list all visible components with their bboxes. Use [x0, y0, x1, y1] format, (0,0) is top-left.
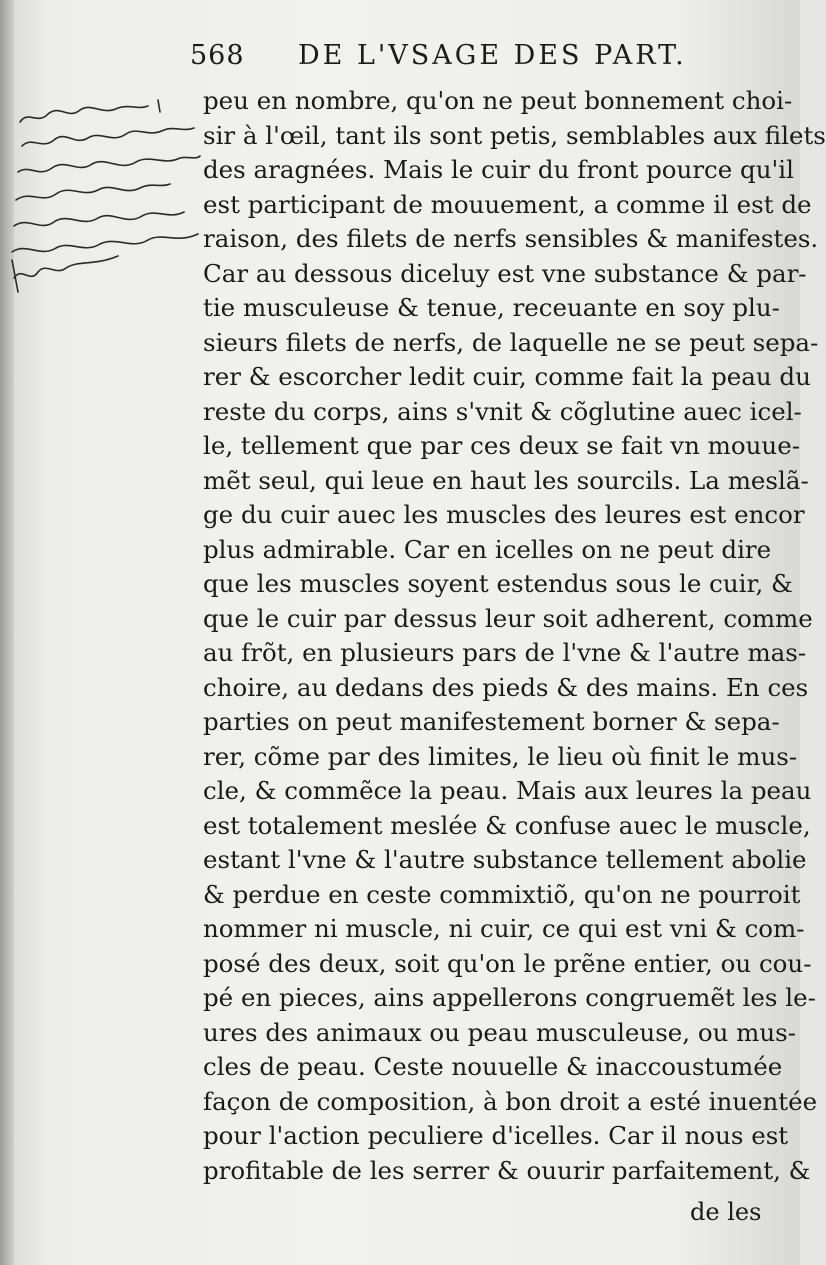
text-line: sieurs filets de nerfs, de laquelle ne se peut sepa-	[203, 327, 819, 357]
text-line: & perdue en ceste commixtiõ, qu'on ne pourroit	[203, 879, 801, 909]
text-line: ge du cuir auec les muscles des leures est encor	[203, 500, 805, 529]
text-line: au frõt, en plusieurs pars de l'vne & l'autre mas-	[203, 638, 807, 667]
page-number: 568	[190, 40, 245, 71]
text-line: pour l'action peculiere d'icelles. Car il nous est	[203, 1121, 789, 1150]
running-header	[190, 40, 790, 80]
text-line: sir à l'œil, tant ils sont petis, semblables aux filets	[203, 120, 826, 150]
text-line: parties on peut manifestement borner & sepa-	[203, 707, 780, 736]
text-line: cle, & commẽce la peau. Mais aux leures la peau	[203, 776, 812, 805]
page-body-text	[203, 84, 826, 1188]
text-line: estant l'vne & l'autre substance tellement abolie	[203, 845, 807, 874]
text-line: des aragnées. Mais le cuir du front pource qu'il	[203, 155, 794, 184]
text-line: plus admirable. Car en icelles on ne peut dire	[203, 534, 772, 564]
catchword: de les	[690, 1198, 762, 1226]
text-line: rer & escorcher ledit cuir, comme fait la peau du	[203, 362, 811, 391]
handwritten-marginal-note	[8, 80, 203, 295]
text-line: Car au dessous diceluy est vne substance & par-	[203, 258, 807, 288]
text-line: nommer ni muscle, ni cuir, ce qui est vni & com-	[203, 914, 805, 943]
text-line: est totalement meslée & confuse auec le muscle,	[203, 810, 811, 840]
text-line: façon de composition, à bon droit a esté inuentée	[203, 1086, 818, 1116]
text-line: tie musculeuse & tenue, receuante en soy plu-	[203, 293, 780, 322]
text-line: rer, cõme par des limites, le lieu où finit le mus-	[203, 741, 798, 771]
text-line: choire, au dedans des pieds & des mains. En ces	[203, 672, 809, 702]
running-title: DE L'VSAGE DES PART.	[298, 40, 687, 71]
text-line: pé en pieces, ains appellerons congruemẽt les le-	[203, 983, 816, 1012]
text-line: que le cuir par dessus leur soit adherent, comme	[203, 603, 813, 633]
text-line: mẽt seul, qui leue en haut les sourcils. La meslã-	[203, 465, 809, 495]
text-line: profitable de les serrer & ouurir parfaitement, &	[203, 1155, 811, 1185]
handwritten-annotation-drawing	[8, 80, 203, 295]
text-line: est participant de mouuement, a comme il est de	[203, 189, 812, 219]
text-line: cles de peau. Ceste nouuelle & inaccoustumée	[203, 1052, 783, 1081]
text-line: reste du corps, ains s'vnit & cõglutine auec icel-	[203, 396, 802, 426]
text-line: le, tellement que par ces deux se fait vn mouue-	[203, 431, 800, 460]
text-line: raison, des filets de nerfs sensibles & manifestes.	[203, 224, 819, 253]
text-line: que les muscles soyent estendus sous le cuir, &	[203, 569, 793, 598]
text-line: peu en nombre, qu'on ne peut bonnement choi-	[203, 86, 793, 115]
text-line: posé des deux, soit qu'on le prẽne entier, ou cou-	[203, 948, 812, 978]
text-line: ures des animaux ou peau musculeuse, ou mus-	[203, 1017, 797, 1047]
